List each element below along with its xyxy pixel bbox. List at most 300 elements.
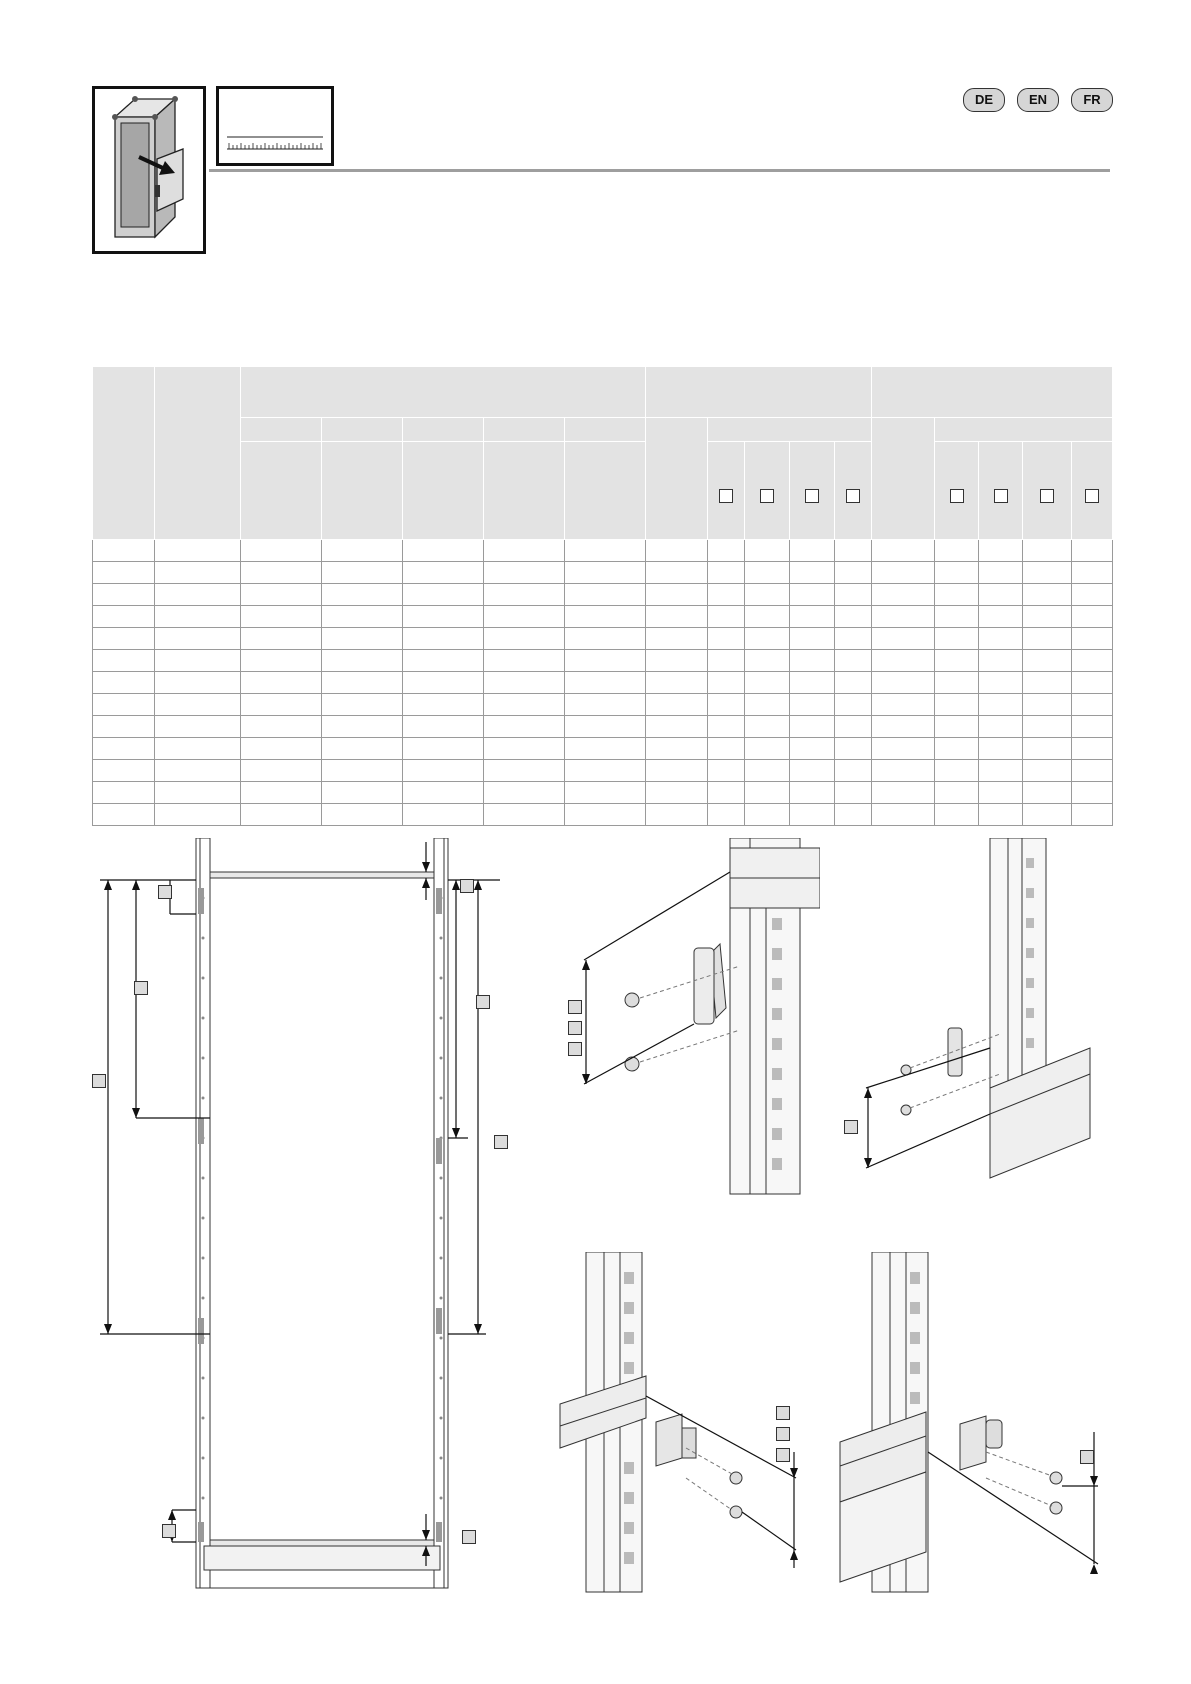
table-cell xyxy=(872,583,935,605)
header-cell xyxy=(1072,441,1113,539)
table-cell xyxy=(1072,737,1113,759)
callout-tag xyxy=(568,1000,582,1014)
table-cell xyxy=(1072,693,1113,715)
table-cell xyxy=(565,561,646,583)
table-cell xyxy=(979,583,1023,605)
table-cell xyxy=(646,539,708,561)
table-cell xyxy=(646,737,708,759)
table-cell xyxy=(935,803,979,825)
table-cell xyxy=(484,693,565,715)
table-row xyxy=(93,583,1113,605)
ruler-icon xyxy=(219,89,331,163)
table-cell xyxy=(565,627,646,649)
table-header-row-2 xyxy=(93,417,1113,441)
table-cell xyxy=(979,605,1023,627)
table-cell xyxy=(403,781,484,803)
table-cell xyxy=(93,627,155,649)
table-cell xyxy=(322,693,403,715)
callout-tag xyxy=(460,879,474,893)
table-cell xyxy=(745,803,790,825)
header-cell xyxy=(1023,441,1072,539)
header-cell xyxy=(708,441,745,539)
header-cell xyxy=(241,417,322,441)
table-cell xyxy=(403,583,484,605)
hinge-bracket-drawing-top xyxy=(560,838,820,1198)
table-cell xyxy=(835,605,872,627)
table-row xyxy=(93,605,1113,627)
table-cell xyxy=(241,627,322,649)
table-cell xyxy=(872,693,935,715)
table-cell xyxy=(979,737,1023,759)
callout-tag xyxy=(462,1530,476,1544)
table-cell xyxy=(979,693,1023,715)
table-row xyxy=(93,737,1113,759)
table-cell xyxy=(745,693,790,715)
header-subgroup-a xyxy=(708,417,872,441)
table-cell xyxy=(935,759,979,781)
header-cell xyxy=(155,367,241,539)
table-cell xyxy=(745,561,790,583)
table-cell xyxy=(322,583,403,605)
table-cell xyxy=(872,737,935,759)
header-cell xyxy=(565,441,646,539)
table-cell xyxy=(646,715,708,737)
table-cell xyxy=(872,539,935,561)
table-cell xyxy=(935,649,979,671)
table-cell xyxy=(708,693,745,715)
callout-tag xyxy=(776,1448,790,1462)
header-cell xyxy=(241,441,322,539)
table-cell xyxy=(872,605,935,627)
table-cell xyxy=(484,715,565,737)
table-cell xyxy=(835,803,872,825)
header-cell xyxy=(484,441,565,539)
header-cell xyxy=(403,417,484,441)
table-cell xyxy=(93,803,155,825)
table-cell xyxy=(1023,649,1072,671)
table-cell xyxy=(322,671,403,693)
header-cell xyxy=(403,441,484,539)
table-cell xyxy=(241,605,322,627)
table-cell xyxy=(745,671,790,693)
table-cell xyxy=(790,583,835,605)
checkbox[interactable] xyxy=(994,489,1008,503)
table-cell xyxy=(322,627,403,649)
table-cell xyxy=(1023,715,1072,737)
table-row xyxy=(93,759,1113,781)
callout-tag xyxy=(134,981,148,995)
table-cell xyxy=(708,803,745,825)
table-cell xyxy=(835,627,872,649)
table-cell xyxy=(1072,759,1113,781)
table-cell xyxy=(1023,583,1072,605)
table-cell xyxy=(484,803,565,825)
callout-tag xyxy=(844,1120,858,1134)
table-cell xyxy=(403,803,484,825)
table-cell xyxy=(484,649,565,671)
table-cell xyxy=(484,759,565,781)
table-cell xyxy=(322,649,403,671)
table-cell xyxy=(790,671,835,693)
table-cell xyxy=(241,759,322,781)
table-cell xyxy=(745,539,790,561)
table-cell xyxy=(872,627,935,649)
callout-tag xyxy=(776,1427,790,1441)
table-cell xyxy=(1072,803,1113,825)
table-cell xyxy=(403,693,484,715)
table-cell xyxy=(790,539,835,561)
hinge-bracket-drawing-side xyxy=(850,838,1100,1198)
table-cell xyxy=(155,781,241,803)
table-cell xyxy=(1072,671,1113,693)
header-cell xyxy=(565,417,646,441)
table-cell xyxy=(790,627,835,649)
table-cell xyxy=(1072,561,1113,583)
table-cell xyxy=(322,539,403,561)
table-row xyxy=(93,781,1113,803)
table-cell xyxy=(93,649,155,671)
table-cell xyxy=(155,803,241,825)
callout-tag xyxy=(568,1042,582,1056)
header-cell xyxy=(322,441,403,539)
table-cell xyxy=(835,539,872,561)
table-cell xyxy=(484,627,565,649)
table-cell xyxy=(708,605,745,627)
callout-tag xyxy=(1080,1450,1094,1464)
table-cell xyxy=(935,561,979,583)
table-cell xyxy=(835,737,872,759)
table-cell xyxy=(1023,561,1072,583)
table-cell xyxy=(484,781,565,803)
table-cell xyxy=(1072,649,1113,671)
table-cell xyxy=(403,605,484,627)
table-cell xyxy=(484,737,565,759)
table-cell xyxy=(745,781,790,803)
table-cell xyxy=(835,781,872,803)
table-cell xyxy=(565,671,646,693)
table-cell xyxy=(241,803,322,825)
checkbox[interactable] xyxy=(760,489,774,503)
table-cell xyxy=(565,693,646,715)
table-cell xyxy=(1023,781,1072,803)
table-cell xyxy=(872,715,935,737)
table-cell xyxy=(646,649,708,671)
table-cell xyxy=(745,715,790,737)
table-cell xyxy=(241,649,322,671)
table-cell xyxy=(790,781,835,803)
table-row xyxy=(93,649,1113,671)
header-cell xyxy=(979,441,1023,539)
checkbox[interactable] xyxy=(719,489,733,503)
table-cell xyxy=(790,693,835,715)
table-cell xyxy=(241,561,322,583)
table-cell xyxy=(790,759,835,781)
table-cell xyxy=(745,649,790,671)
hinge-drawing-bottom-left xyxy=(556,1252,816,1596)
header-cell xyxy=(322,417,403,441)
table-cell xyxy=(403,649,484,671)
table-cell xyxy=(241,715,322,737)
table-cell xyxy=(1023,803,1072,825)
table-row xyxy=(93,803,1113,825)
table-row xyxy=(93,627,1113,649)
table-cell xyxy=(708,649,745,671)
table-cell xyxy=(565,803,646,825)
table-cell xyxy=(872,781,935,803)
callout-tag xyxy=(494,1135,508,1149)
table-cell xyxy=(935,627,979,649)
table-cell xyxy=(565,737,646,759)
table-cell xyxy=(155,715,241,737)
table-cell xyxy=(646,561,708,583)
header-cell xyxy=(835,441,872,539)
table-cell xyxy=(93,715,155,737)
table-cell xyxy=(708,715,745,737)
table-cell xyxy=(708,561,745,583)
table-cell xyxy=(1023,671,1072,693)
table-cell xyxy=(1023,759,1072,781)
table-cell xyxy=(872,561,935,583)
table-cell xyxy=(872,759,935,781)
table-cell xyxy=(790,715,835,737)
table-cell xyxy=(93,759,155,781)
table-cell xyxy=(708,781,745,803)
table-cell xyxy=(1023,627,1072,649)
table-cell xyxy=(155,561,241,583)
table-cell xyxy=(935,693,979,715)
table-cell xyxy=(155,693,241,715)
table-cell xyxy=(646,671,708,693)
table-row xyxy=(93,715,1113,737)
table-cell xyxy=(155,649,241,671)
table-cell xyxy=(322,605,403,627)
table-cell xyxy=(1072,539,1113,561)
header-rule xyxy=(209,169,1110,172)
checkbox[interactable] xyxy=(846,489,860,503)
table-cell xyxy=(1023,605,1072,627)
table-row xyxy=(93,671,1113,693)
table-cell xyxy=(935,605,979,627)
table-cell xyxy=(93,605,155,627)
table-cell xyxy=(93,561,155,583)
table-cell xyxy=(1023,693,1072,715)
table-cell xyxy=(935,539,979,561)
table-cell xyxy=(979,561,1023,583)
table-cell xyxy=(155,737,241,759)
table-cell xyxy=(646,605,708,627)
table-cell xyxy=(93,671,155,693)
table-cell xyxy=(484,671,565,693)
table-cell xyxy=(155,671,241,693)
table-row xyxy=(93,561,1113,583)
header-cell xyxy=(484,417,565,441)
table-cell xyxy=(93,781,155,803)
table-cell xyxy=(646,583,708,605)
table-cell xyxy=(646,693,708,715)
table-cell xyxy=(979,781,1023,803)
table-cell xyxy=(322,781,403,803)
table-cell xyxy=(745,583,790,605)
callout-tag xyxy=(568,1021,582,1035)
callout-tag xyxy=(158,885,172,899)
table-cell xyxy=(322,737,403,759)
header-cell xyxy=(935,441,979,539)
table-cell xyxy=(935,671,979,693)
table-cell xyxy=(872,803,935,825)
table-cell xyxy=(565,583,646,605)
table-cell xyxy=(322,715,403,737)
callout-tag xyxy=(92,1074,106,1088)
table-cell xyxy=(403,671,484,693)
table-cell xyxy=(93,737,155,759)
checkbox[interactable] xyxy=(1040,489,1054,503)
table-header-row-1 xyxy=(93,367,1113,417)
table-cell xyxy=(835,693,872,715)
checkbox[interactable] xyxy=(950,489,964,503)
table-cell xyxy=(155,605,241,627)
table-cell xyxy=(935,583,979,605)
table-cell xyxy=(745,737,790,759)
table-cell xyxy=(979,715,1023,737)
header-cell xyxy=(745,441,790,539)
spec-table xyxy=(92,367,1113,826)
table-cell xyxy=(935,715,979,737)
hinge-drawing-bottom-right xyxy=(836,1252,1106,1596)
callout-tag xyxy=(476,995,490,1009)
table-cell xyxy=(979,649,1023,671)
table-cell xyxy=(1023,737,1072,759)
table-cell xyxy=(241,583,322,605)
table-cell xyxy=(979,759,1023,781)
table-cell xyxy=(1072,781,1113,803)
header-cell xyxy=(872,417,935,539)
table-cell xyxy=(708,583,745,605)
table-header-row-3 xyxy=(93,441,1113,465)
checkbox[interactable] xyxy=(1085,489,1099,503)
table-cell xyxy=(565,759,646,781)
table-cell xyxy=(484,605,565,627)
door-frame-drawing xyxy=(80,838,520,1594)
table-cell xyxy=(403,539,484,561)
lang-badge-de[interactable]: DE xyxy=(963,88,1005,112)
table-cell xyxy=(1072,715,1113,737)
table-cell xyxy=(872,649,935,671)
header-cell xyxy=(790,441,835,539)
table-cell xyxy=(1023,539,1072,561)
table-cell xyxy=(835,759,872,781)
table-cell xyxy=(155,583,241,605)
table-cell xyxy=(93,583,155,605)
table-cell xyxy=(790,561,835,583)
table-cell xyxy=(241,671,322,693)
table-row xyxy=(93,693,1113,715)
table-cell xyxy=(646,781,708,803)
table-cell xyxy=(835,583,872,605)
table-cell xyxy=(241,693,322,715)
lang-badge-en[interactable]: EN xyxy=(1017,88,1059,112)
table-cell xyxy=(790,803,835,825)
lang-badge-fr[interactable]: FR xyxy=(1071,88,1113,112)
table-cell xyxy=(484,539,565,561)
table-cell xyxy=(835,649,872,671)
table-cell xyxy=(93,693,155,715)
cabinet-door-icon xyxy=(95,89,203,251)
table-cell xyxy=(646,803,708,825)
cabinet-icon-frame xyxy=(92,86,206,254)
table-cell xyxy=(790,605,835,627)
table-cell xyxy=(979,539,1023,561)
table-cell xyxy=(155,759,241,781)
table-cell xyxy=(484,583,565,605)
callout-tag xyxy=(162,1524,176,1538)
table-cell xyxy=(935,781,979,803)
header-group-b xyxy=(872,367,1113,417)
header-group-dimensions xyxy=(241,367,646,417)
table-cell xyxy=(322,759,403,781)
table-cell xyxy=(403,561,484,583)
table-cell xyxy=(979,803,1023,825)
table-cell xyxy=(403,627,484,649)
table-cell xyxy=(646,759,708,781)
table-cell xyxy=(835,561,872,583)
table-cell xyxy=(745,759,790,781)
table-cell xyxy=(241,781,322,803)
table-cell xyxy=(93,539,155,561)
table-cell xyxy=(403,715,484,737)
table-cell xyxy=(241,539,322,561)
table-cell xyxy=(708,539,745,561)
table-cell xyxy=(155,539,241,561)
table-cell xyxy=(565,715,646,737)
table-cell xyxy=(565,649,646,671)
table-cell xyxy=(790,737,835,759)
table-cell xyxy=(403,737,484,759)
table-cell xyxy=(979,671,1023,693)
header-group-a xyxy=(646,367,872,417)
table-cell xyxy=(708,737,745,759)
table-cell xyxy=(565,539,646,561)
table-cell xyxy=(155,627,241,649)
table-cell xyxy=(935,737,979,759)
header-subgroup-b xyxy=(935,417,1113,441)
table-cell xyxy=(835,715,872,737)
table-cell xyxy=(979,627,1023,649)
table-cell xyxy=(872,671,935,693)
table-cell xyxy=(403,759,484,781)
table-cell xyxy=(1072,605,1113,627)
table-cell xyxy=(565,605,646,627)
table-cell xyxy=(835,671,872,693)
checkbox[interactable] xyxy=(805,489,819,503)
header-cell xyxy=(646,417,708,539)
callout-tag xyxy=(776,1406,790,1420)
ruler-icon-frame xyxy=(216,86,334,166)
table-row xyxy=(93,539,1113,561)
table-cell xyxy=(322,803,403,825)
table-cell xyxy=(484,561,565,583)
table-cell xyxy=(646,627,708,649)
table-cell xyxy=(745,605,790,627)
table-cell xyxy=(790,649,835,671)
table-cell xyxy=(1072,627,1113,649)
table-cell xyxy=(708,759,745,781)
table-cell xyxy=(708,671,745,693)
header-cell xyxy=(93,367,155,539)
table-body xyxy=(93,539,1113,825)
table-cell xyxy=(1072,583,1113,605)
table-cell xyxy=(322,561,403,583)
table-cell xyxy=(241,737,322,759)
